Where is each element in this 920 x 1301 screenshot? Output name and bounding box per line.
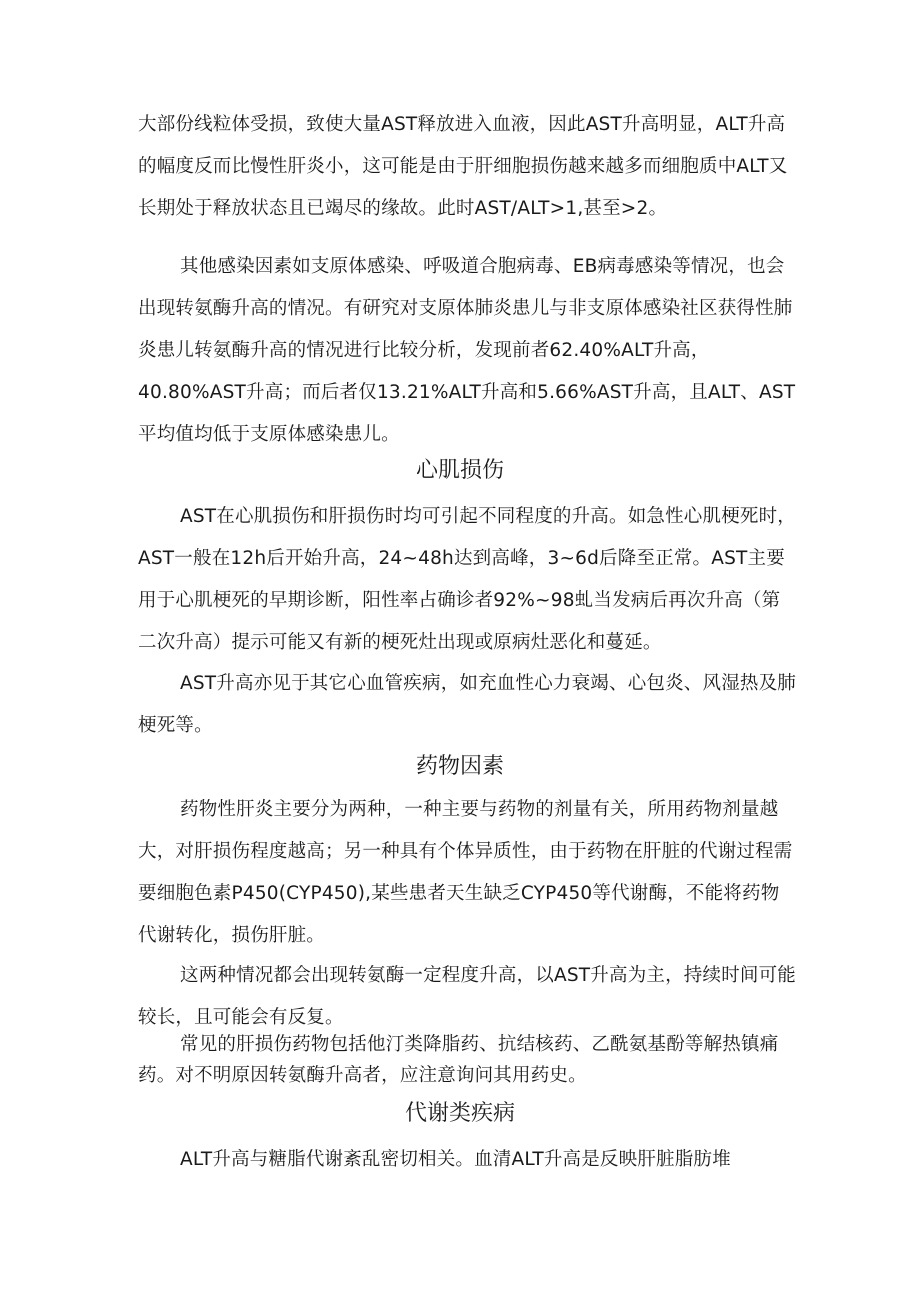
paragraph-other-infections: 其他感染因素如支原体感染、呼吸道合胞病毒、EB病毒感染等情况，也会出现转氨酶升高的情况。有研究对支原体肺炎患儿与非支原体感染社区获得性肺炎患儿转氨酶升高的情况进行比较分析，发现前者62.40%ALT升高，40.80%AST升高；而后者仅13.21%ALT升高和5.66%AST升高，且ALT、AST平均值均低于支原体感染患儿。 — [138, 256, 796, 445]
paragraph-alt-metabolic: ALT升高与糖脂代谢紊乱密切相关。血清ALT升高是反映肝脏脂肪堆 — [180, 1149, 731, 1170]
heading-metabolic-diseases: 代谢类疾病 — [404, 1101, 515, 1126]
paragraph-drug-hepatitis: 药物性肝炎主要分为两种，一种主要与药物的剂量有关，所用药物剂量越大，对肝损伤程度越高；另一种具有个体异质性，由于药物在肝脏的代谢过程需要细胞色素P450(CYP450),某些患者天生缺乏CYP450等代谢酶，不能将药物代谢转化，损伤肝脏。 — [138, 799, 793, 946]
heading-drug-factors: 药物因素 — [415, 754, 504, 779]
paragraph-hepatotoxic-drugs: 常见的肝损伤药物包括他汀类降脂药、抗结核药、乙酰氨基酚等解热镇痛药。对不明原因转氨酶升高者，应注意询问其用药史。 — [138, 1034, 779, 1086]
paragraph-cardiovascular: AST升高亦见于其它心血管疾病，如充血性心力衰竭、心包炎、风湿热及肺梗死等。 — [138, 673, 797, 736]
paragraph-myocardial-ast: AST在心肌损伤和肝损伤时均可引起不同程度的升高。如急性心肌梗死时，AST一般在12h后开始升高，24~48h达到高峰，3~6d后降至正常。AST主要用于心肌梗死的早期诊断，阳性率占确诊者92%~98虬当发病后再次升高（第二次升高）提示可能又有新的梗死灶出现或原病灶恶化和蔓延。 — [138, 506, 797, 653]
paragraph-drug-elevation: 这两种情况都会出现转氨酶一定程度升高，以AST升高为主，持续时间可能较长，且可能会有反复。 — [138, 965, 797, 1028]
heading-myocardial-injury: 心肌损伤 — [415, 458, 504, 483]
paragraph-mitochondria-damage: 大部份线粒体受损，致使大量AST释放进入血液，因此AST升高明显，ALT升高的幅度反而比慢性肝炎小，这可能是由于肝细胞损伤越来越多而细胞质中ALT又长期处于释放状态且已竭尽的缘故。此时AST/ALT>1,甚至>2。 — [138, 114, 788, 219]
